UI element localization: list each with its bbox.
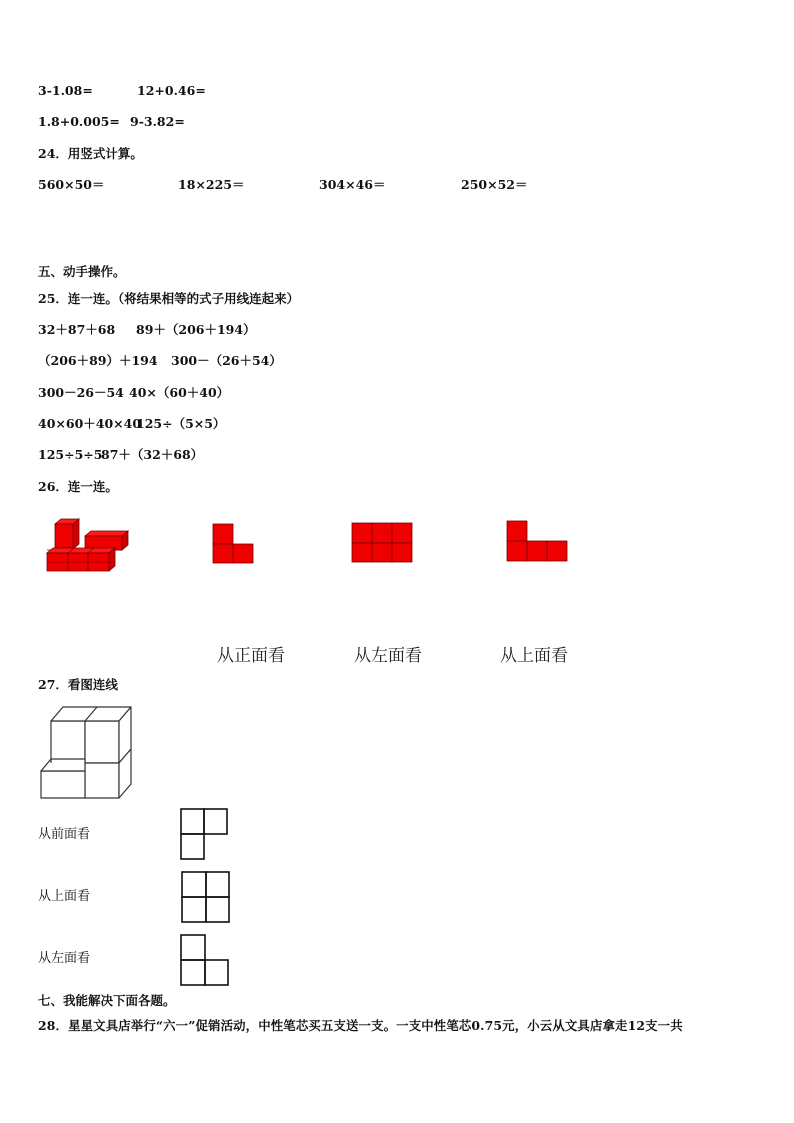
q25-right-1: 89＋（206＋194） bbox=[136, 322, 256, 337]
q24-problem-2: 18×225＝ bbox=[178, 177, 245, 192]
q24-problem-3: 304×46＝ bbox=[319, 177, 386, 192]
q26-view-label-top: 从上面看 bbox=[500, 646, 568, 666]
q23-expr-4: 9-3.82= bbox=[130, 114, 185, 129]
q25-right-5: 87＋（32＋68） bbox=[101, 447, 204, 462]
q28-text: 28．星星文具店举行“六一”促销活动，中性笔芯买五支送一支。一支中性笔芯0.75元，小云从文具店拿走12支一共 bbox=[38, 1018, 683, 1033]
q25-left-2: （206＋89）＋194 bbox=[38, 353, 158, 368]
q25-left-4: 40×60＋40×40 bbox=[38, 416, 142, 431]
q25-left-1: 32＋87＋68 bbox=[38, 322, 116, 337]
q26-title: 26．连一连。 bbox=[38, 479, 118, 494]
q26-view-label-front: 从正面看 bbox=[217, 646, 285, 666]
q25-right-2: 300－（26＋54） bbox=[171, 353, 282, 368]
q24-title: 24．用竖式计算。 bbox=[38, 146, 143, 161]
q24-problem-4: 250×52＝ bbox=[461, 177, 528, 192]
q25-right-4: 125÷（5×5） bbox=[136, 416, 226, 431]
q27-view-grid-3 bbox=[180, 934, 230, 988]
q26-view-shape-1 bbox=[213, 524, 255, 564]
q25-title: 25．连一连。（将结果相等的式子用线连起来） bbox=[38, 291, 300, 306]
q26-view-label-left: 从左面看 bbox=[354, 646, 422, 666]
q27-view-grid-1 bbox=[180, 808, 230, 862]
q23-expr-3: 1.8+0.005= bbox=[38, 114, 120, 129]
q27-view-grid-2 bbox=[181, 871, 231, 925]
q27-label-left: 从左面看 bbox=[38, 951, 91, 966]
q25-left-3: 300－26－54 bbox=[38, 385, 124, 400]
q26-view-shape-3 bbox=[507, 521, 569, 563]
q25-left-5: 125÷5÷5 bbox=[38, 447, 103, 462]
q26-view-shape-2 bbox=[352, 523, 414, 563]
q26-solid-figure bbox=[44, 508, 128, 572]
q27-title: 27．看图连线 bbox=[38, 677, 118, 692]
q27-solid-figure bbox=[39, 705, 131, 801]
q23-expr-2: 12+0.46= bbox=[137, 83, 206, 98]
q27-label-top: 从上面看 bbox=[38, 889, 91, 904]
q27-label-front: 从前面看 bbox=[38, 827, 91, 842]
q24-problem-1: 560×50＝ bbox=[38, 177, 105, 192]
q25-right-3: 40×（60＋40） bbox=[129, 385, 230, 400]
section-7-title: 七、我能解决下面各题。 bbox=[38, 993, 176, 1008]
q23-expr-1: 3-1.08= bbox=[38, 83, 93, 98]
section-5-title: 五、动手操作。 bbox=[38, 264, 126, 279]
